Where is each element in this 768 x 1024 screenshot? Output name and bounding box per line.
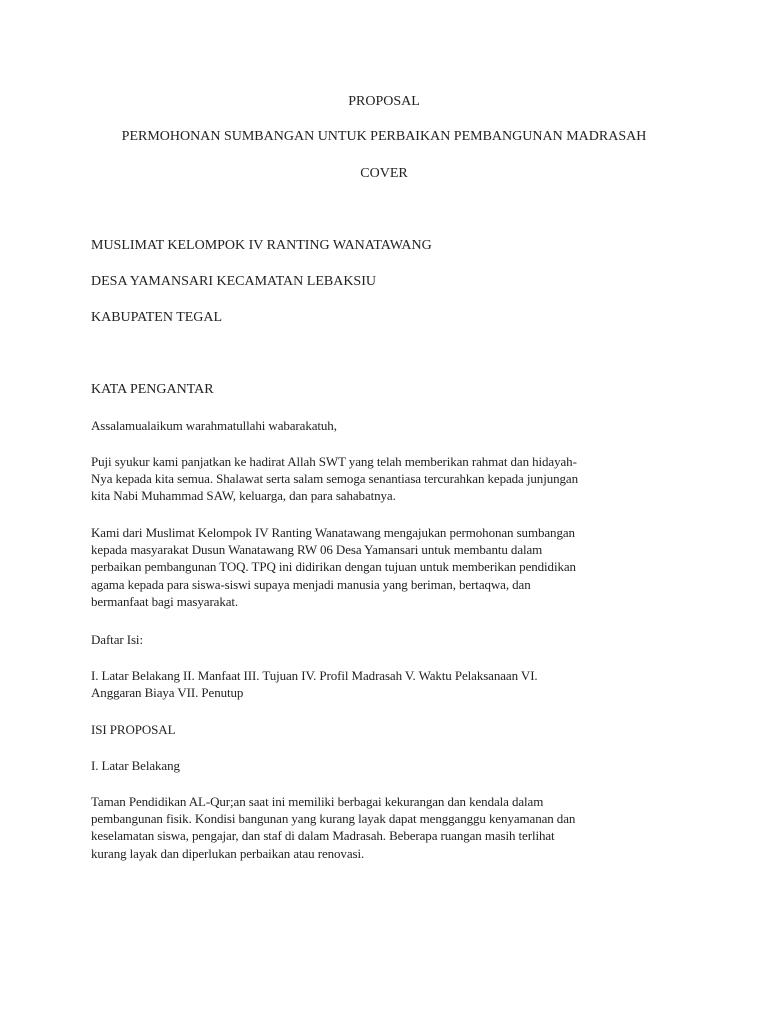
paragraph-line: bermanfaat bagi masyarakat. [91, 593, 239, 609]
paragraph-line: Taman Pendidikan AL-Qur;an saat ini memiliki berbagai kekurangan dan kendala dalam [91, 794, 544, 809]
paragraph-line: perbaikan pembangunan TOQ. TPQ ini didirikan dengan tujuan untuk memberikan pendidikan [91, 559, 576, 575]
paragraph-line: Nya kepada kita semua. Shalawat serta salam semoga senantiasa tercurahkan kepada junjungan [91, 471, 578, 487]
org-line-1: MUSLIMAT KELOMPOK IV RANTING WANATAWANG [91, 238, 432, 253]
cover-label: COVER [360, 166, 408, 181]
paragraph-line: kita Nabi Muhammad SAW, keluarga, dan para sahabatnya. [91, 488, 396, 504]
paragraph-line: agama kepada para siswa-siswi supaya menjadi manusia yang beriman, bertaqwa, dan [91, 576, 531, 592]
daftar-isi-heading [91, 631, 691, 648]
isi-proposal-text: ISI PROPOSAL [91, 722, 176, 737]
paragraph-line: keselamatan siswa, pengajar, dan staf di dalam Madrasah. Beberapa ruangan masih terlihat [91, 828, 555, 844]
greeting-text: Assalamualaikum warahmatullahi wabarakatuh, [91, 418, 337, 433]
section-heading-latar-belakang [91, 757, 691, 774]
table-of-contents [91, 667, 691, 701]
paragraph-line: pembangunan fisik. Kondisi bangunan yang kurang layak dapat mengganggu kenyamanan dan [91, 811, 576, 827]
paragraph-line: kurang layak dan diperlukan perbaikan atau renovasi. [91, 845, 365, 861]
paragraph-opening [91, 453, 691, 505]
kata-pengantar-heading: KATA PENGANTAR [91, 382, 214, 397]
toc-line: Anggaran Biaya VII. Penutup [91, 685, 244, 701]
toc-line: I. Latar Belakang II. Manfaat III. Tujuan IV. Profil Madrasah V. Waktu Pelaksanaan VI. [91, 668, 538, 683]
isi-proposal-heading [91, 721, 691, 738]
paragraph-latar-belakang [91, 793, 691, 862]
document-title: PROPOSAL [348, 94, 420, 109]
greeting [91, 417, 691, 434]
org-line-3: KABUPATEN TEGAL [91, 310, 223, 325]
daftar-isi-text: Daftar Isi: [91, 632, 143, 647]
org-line-2: DESA YAMANSARI KECAMATAN LEBAKSIU [91, 274, 376, 289]
paragraph-line: Kami dari Muslimat Kelompok IV Ranting Wanatawang mengajukan permohonan sumbangan [91, 525, 575, 540]
paragraph-line: Puji syukur kami panjatkan ke hadirat Allah SWT yang telah memberikan rahmat dan hidayah- [91, 454, 577, 469]
section-heading-text: I. Latar Belakang [91, 758, 180, 773]
paragraph-line: kepada masyarakat Dusun Wanatawang RW 06 Desa Yamansari untuk membantu dalam [91, 542, 543, 558]
paragraph-intro [91, 524, 691, 610]
document-subtitle: PERMOHONAN SUMBANGAN UNTUK PERBAIKAN PEMBANGUNAN MADRASAH [121, 129, 647, 144]
